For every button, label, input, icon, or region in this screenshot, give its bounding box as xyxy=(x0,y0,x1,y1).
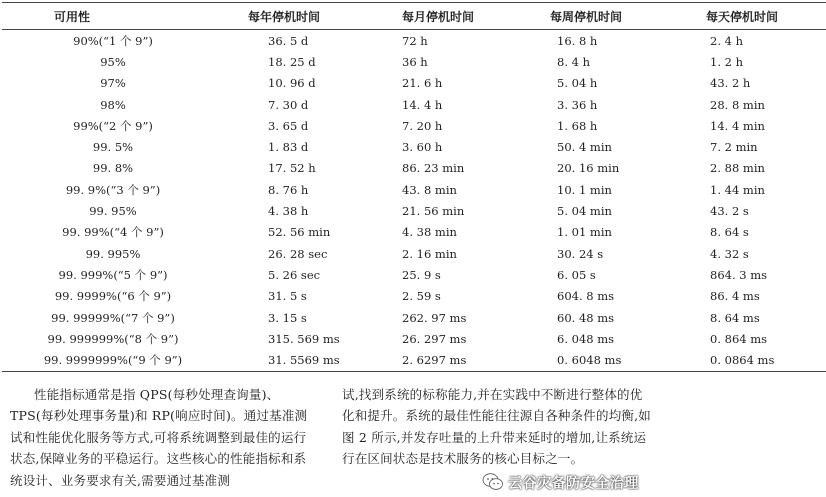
table-cell: 3. 60 h xyxy=(402,140,443,155)
table-cell: 99. 99%(“4 个 9”) xyxy=(62,225,164,240)
table-row xyxy=(2,158,826,179)
header-availability: 可用性 xyxy=(2,3,224,30)
table-row xyxy=(2,286,826,307)
table-row xyxy=(2,73,826,94)
table-cell: 36 h xyxy=(402,54,428,69)
table-cell: 28. 8 min xyxy=(710,97,765,112)
table-cell: 0. 6048 ms xyxy=(522,349,676,371)
table-cell: 8. 4 h xyxy=(557,54,591,69)
table-cell: 95% xyxy=(100,54,126,69)
table-body xyxy=(2,30,826,372)
table-row xyxy=(2,200,826,221)
table-cell: 10. 1 min xyxy=(557,182,612,197)
table-cell: 1. 2 h xyxy=(710,54,744,69)
table-cell: 2. 4 h xyxy=(710,33,744,48)
table-cell: 3. 15 s xyxy=(268,310,307,325)
table-cell: 86. 23 min xyxy=(402,161,465,176)
table-cell: 99. 5% xyxy=(92,140,134,155)
availability-table-wrapper xyxy=(2,2,779,372)
table-cell: 99. 9999999%(“9 个 9”) xyxy=(2,349,224,371)
table-cell: 8. 64 s xyxy=(710,225,749,240)
table-cell: 1. 83 d xyxy=(268,140,309,155)
table-row xyxy=(2,115,826,136)
table-cell: 99. 9999%(“6 个 9”) xyxy=(54,289,172,304)
table-row xyxy=(2,94,826,115)
table-cell: 21. 56 min xyxy=(402,204,465,219)
table-cell: 0. 0864 ms xyxy=(676,349,826,371)
table-cell: 99%(“2 个 9”) xyxy=(73,118,153,133)
watermark-text: 云谷灾备防安全治理 xyxy=(508,475,639,492)
table-cell: 26. 297 ms xyxy=(402,331,467,346)
table-cell: 21. 6 h xyxy=(402,76,443,91)
table-row xyxy=(2,349,826,371)
table-cell: 60. 48 ms xyxy=(557,310,615,325)
table-cell: 3. 36 h xyxy=(557,97,598,112)
table-cell: 10. 96 d xyxy=(268,76,316,91)
table-cell: 2. 6297 ms xyxy=(370,349,522,371)
table-cell: 31. 5 s xyxy=(268,289,307,304)
table-cell: 16. 8 h xyxy=(557,33,598,48)
wechat-watermark xyxy=(482,471,639,493)
table-cell: 7. 2 min xyxy=(710,140,758,155)
header-weekly-downtime: 每周停机时间 xyxy=(522,3,676,30)
table-cell: 99. 999%(“5 个 9”) xyxy=(58,267,168,282)
header-daily-downtime: 每天停机时间 xyxy=(676,3,826,30)
table-cell: 52. 56 min xyxy=(268,225,331,240)
wechat-icon xyxy=(482,472,504,492)
availability-downtime-table xyxy=(2,2,826,372)
table-cell: 26. 28 sec xyxy=(268,246,328,261)
table-cell: 99. 9%(“3 个 9”) xyxy=(65,182,161,197)
table-cell: 20. 16 min xyxy=(557,161,620,176)
table-cell: 8. 76 h xyxy=(268,182,309,197)
table-cell: 1. 01 min xyxy=(557,225,612,240)
table-cell: 50. 4 min xyxy=(557,140,612,155)
table-cell: 8. 64 ms xyxy=(710,310,760,325)
table-cell: 4. 38 h xyxy=(268,204,309,219)
table-cell: 36. 5 d xyxy=(268,33,309,48)
table-cell: 1. 44 min xyxy=(710,182,765,197)
header-monthly-downtime: 每月停机时间 xyxy=(370,3,522,30)
table-cell: 604. 8 ms xyxy=(557,289,615,304)
table-row xyxy=(2,243,826,264)
table-cell: 1. 68 h xyxy=(557,118,598,133)
table-cell: 17. 52 h xyxy=(268,161,316,176)
table-cell: 4. 32 s xyxy=(710,246,749,261)
table-cell: 4. 38 min xyxy=(402,225,457,240)
table-row xyxy=(2,328,826,349)
table-cell: 0. 864 ms xyxy=(710,331,768,346)
table-row xyxy=(2,264,826,285)
table-cell: 99. 995% xyxy=(85,246,141,261)
table-cell: 5. 26 sec xyxy=(268,267,321,282)
table-cell: 31. 5569 ms xyxy=(224,349,370,371)
table-cell: 18. 25 d xyxy=(268,54,316,69)
table-cell: 43. 2 h xyxy=(710,76,751,91)
table-row xyxy=(2,222,826,243)
table-cell: 2. 88 min xyxy=(710,161,765,176)
table-row xyxy=(2,307,826,328)
table-cell: 99. 99999%(“7 个 9”) xyxy=(51,310,175,325)
body-text-right-column: 试,找到系统的标称能力,并在实践中不断进行整体的优化和提升。系统的最佳性能往往源自各种条件的均衡,如图 2 所示,并发存吐量的上升带来延时的增加,让系统运行在区间状态是技术服务的核心目标之一。 xyxy=(342,387,651,467)
table-cell: 99. 8% xyxy=(92,161,134,176)
table-cell: 43. 2 s xyxy=(710,204,749,219)
body-text-left-column: 性能指标通常是指 QPS(每秒处理查询量)、TPS(每秒处理事务量)和 RP(响应时间)。通过基准测试和性能优化服务等方式,可将系统调整到最佳的运行状态,保障业务的平稳运行。这些核心的性能指标和系统设计、业务要求有关,需要通过基准测 xyxy=(10,387,308,488)
table-cell: 262. 97 ms xyxy=(402,310,467,325)
table-cell: 7. 20 h xyxy=(402,118,443,133)
table-cell: 6. 05 s xyxy=(557,267,596,282)
table-cell: 90%(“1 个 9”) xyxy=(73,33,153,48)
table-cell: 315. 569 ms xyxy=(268,331,340,346)
table-cell: 86. 4 ms xyxy=(710,289,760,304)
table-cell: 97% xyxy=(100,76,126,91)
table-cell: 864. 3 ms xyxy=(710,267,768,282)
table-cell: 43. 8 min xyxy=(402,182,457,197)
table-row xyxy=(2,179,826,200)
table-cell: 99. 95% xyxy=(89,204,137,219)
table-cell: 2. 16 min xyxy=(402,246,457,261)
table-row xyxy=(2,30,826,52)
table-cell: 14. 4 min xyxy=(710,118,765,133)
header-yearly-downtime: 每年停机时间 xyxy=(224,3,370,30)
table-cell: 14. 4 h xyxy=(402,97,443,112)
table-cell: 6. 048 ms xyxy=(557,331,615,346)
table-cell: 25. 9 s xyxy=(402,267,441,282)
table-row xyxy=(2,136,826,157)
table-cell: 99. 999999%(“8 个 9”) xyxy=(47,331,179,346)
table-cell: 3. 65 d xyxy=(268,118,309,133)
table-cell: 5. 04 h xyxy=(557,76,598,91)
table-cell: 7. 30 d xyxy=(268,97,309,112)
table-cell: 72 h xyxy=(402,33,428,48)
table-cell: 98% xyxy=(100,97,126,112)
table-cell: 30. 24 s xyxy=(557,246,604,261)
table-cell: 5. 04 min xyxy=(557,204,612,219)
table-row xyxy=(2,51,826,72)
table-header-row xyxy=(2,3,826,30)
table-cell: 2. 59 s xyxy=(402,289,441,304)
